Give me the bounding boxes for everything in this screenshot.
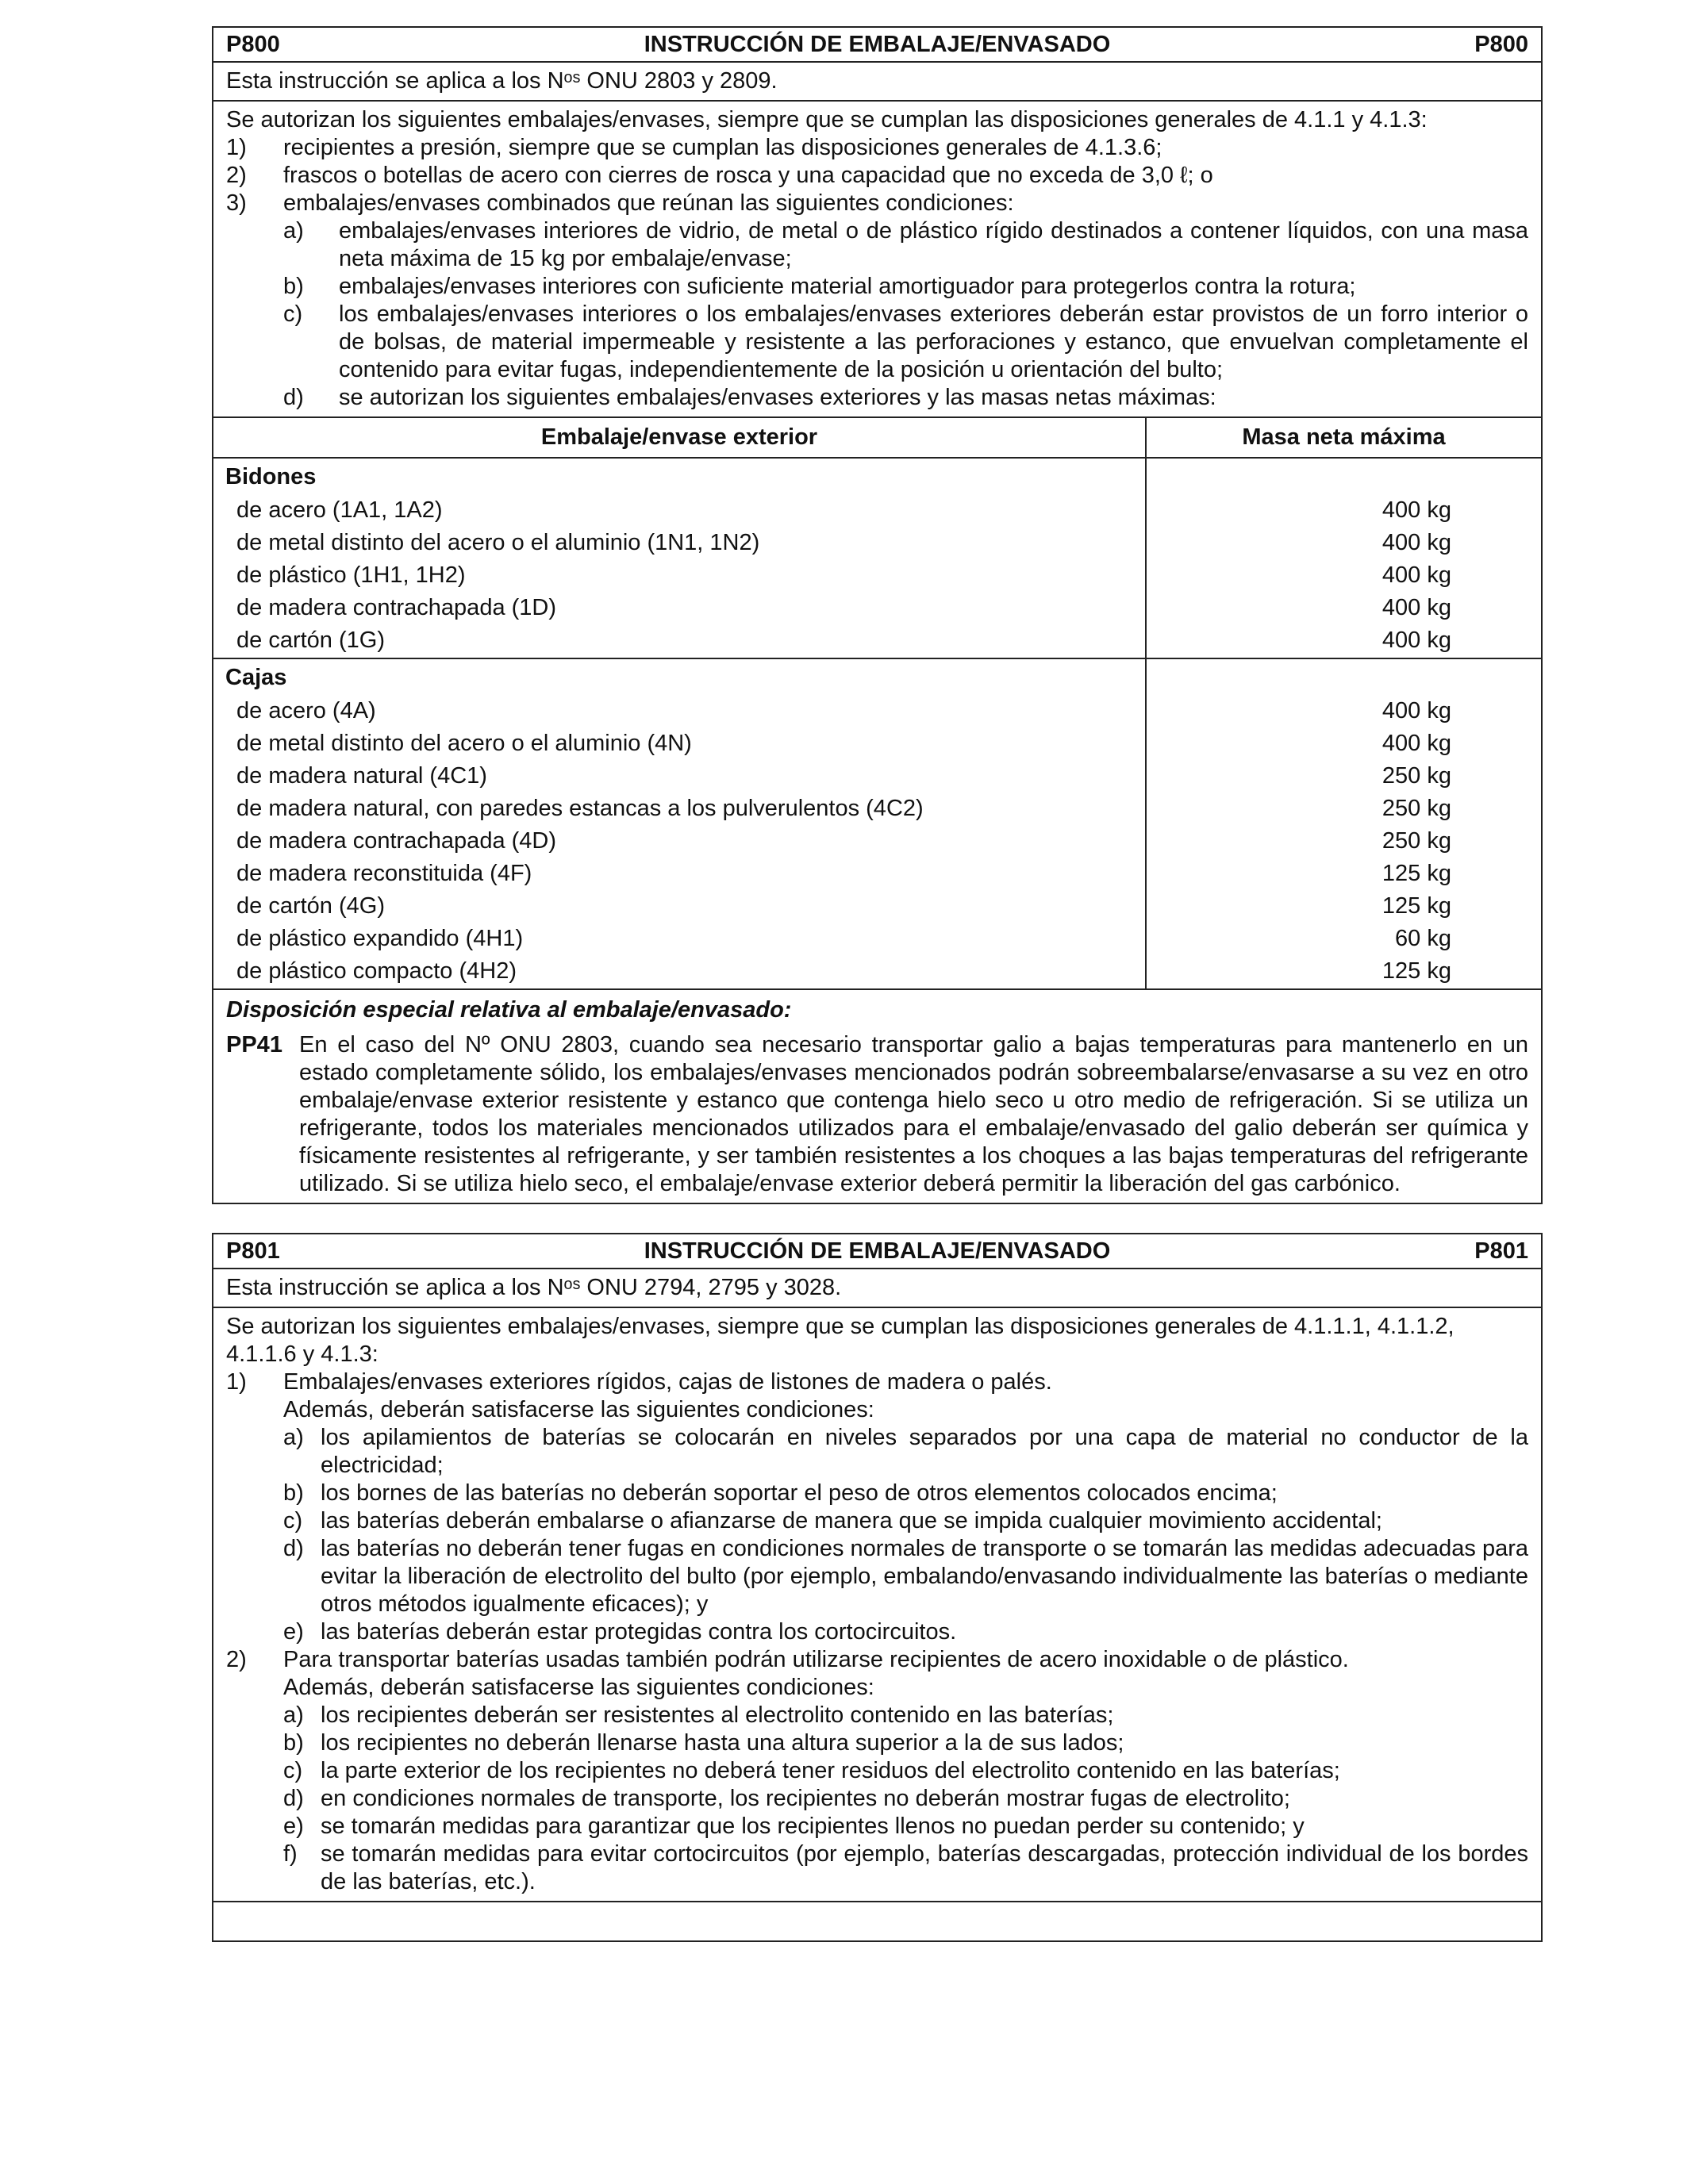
p801-instruction-box [212,1233,1543,1942]
p801-intro: Se autorizan los siguientes embalajes/envases, siempre que se cumplan las disposiciones generales de 4.1.1.1, 4.1.1.2, 4.1.1.6 y 4.1.3: [226,1314,1455,1367]
p800-header [213,28,1541,63]
table-cell-mass: 400 kg [1381,497,1451,523]
table-cell-label: de madera contrachapada (1D) [236,595,557,620]
group-title: Cajas [225,665,287,690]
list-item: 2) frascos o botellas de acero con cierres de rosca y una capacidad que no exceda de 3,0 ℓ; o [226,163,1213,188]
list-subitem: a) los recipientes deberán ser resistentes al electrolito contenido en las baterías; [283,1702,1114,1728]
table-cell-mass: 250 kg [1381,763,1451,789]
table-cell-label: de plástico (1H1, 1H2) [236,562,466,588]
packaging-table [213,418,1541,988]
special-provision-item [226,1031,1528,1198]
table-group-boxes [213,658,1541,988]
table-cell-mass: 400 kg [1381,731,1451,756]
p801-empty-row [213,1902,1541,1940]
list-subitem: a) embalajes/envases interiores de vidrio, de metal o de plástico rígido destinados a contener líquidos, con una masa neta máxima de 15 kg por embalaje/envase; [283,218,1528,271]
p800-intro: Se autorizan los siguientes embalajes/envases, siempre que se cumplan las disposiciones generales de 4.1.1 y 4.1.3: [226,107,1428,132]
list-subitem: d) se autorizan los siguientes embalajes/envases exteriores y las masas netas máximas: [283,385,1216,410]
table-cell-label: de plástico expandido (4H1) [236,926,524,951]
table-cell-mass: 125 kg [1381,861,1451,886]
p800-title: INSTRUCCIÓN DE EMBALAJE/ENVASADO [644,32,1111,57]
table-cell-label: de madera natural, con paredes estancas a los pulverulentos (4C2) [236,796,924,821]
table-cell-label: de acero (4A) [236,698,376,724]
table-cell-label: de plástico compacto (4H2) [236,958,517,984]
list-subitem: f) se tomarán medidas para evitar cortocircuitos (por ejemplo, baterías descargadas, protección individual de los bordes de las baterías, etc.). [283,1841,1528,1894]
list-item: 2) Para transportar baterías usadas también podrán utilizarse recipientes de acero inoxidable o de plástico. [226,1647,1349,1672]
table-cell-label: de metal distinto del acero o el aluminio (4N) [236,731,692,756]
p801-header [213,1234,1541,1269]
p800-code-right: P800 [1474,32,1528,57]
table-cell-mass: 125 kg [1381,958,1451,984]
list-item-continuation: Además, deberán satisfacerse las siguientes condiciones: [283,1397,874,1422]
list-item: 1) recipientes a presión, siempre que se cumplan las disposiciones generales de 4.1.3.6; [226,135,1162,160]
list-subitem: d) en condiciones normales de transporte, los recipientes no deberán mostrar fugas de electrolito; [283,1786,1290,1811]
p801-applies: Esta instrucción se aplica a los Nᵒˢ ONU 2794, 2795 y 3028. [213,1269,1541,1308]
p801-body [213,1308,1541,1902]
p800-body [213,102,1541,418]
table-group-drums [213,458,1541,658]
table-cell-label: de acero (1A1, 1A2) [236,497,443,523]
table-cell-label: de cartón (4G) [236,893,385,919]
list-subitem: a) los apilamientos de baterías se colocarán en niveles separados por una capa de material no conductor de la electricidad; [283,1425,1528,1478]
table-cell-mass: 400 kg [1381,530,1451,555]
list-subitem: c) la parte exterior de los recipientes no deberá tener residuos del electrolito contenido en las baterías; [283,1758,1340,1783]
list-subitem: b) embalajes/envases interiores con suficiente material amortiguador para protegerlos contra la rotura; [283,274,1356,299]
p801-code-right: P801 [1474,1238,1528,1264]
p800-instruction-box [212,26,1543,1204]
table-cell-mass: 400 kg [1381,595,1451,620]
list-subitem: b) los bornes de las baterías no deberán soportar el peso de otros elementos colocados encima; [283,1480,1278,1506]
table-header-mass: Masa neta máxima [1146,418,1541,458]
p800-code-left: P800 [226,32,280,57]
list-subitem: c) los embalajes/envases interiores o los embalajes/envases exteriores deberán estar provistos de un forro interior o de bolsas, de material impermeable y resistente a las perforaciones y estanco, que envuelvan completamente el contenido para evitar fugas, independientemente de la posición u orientación del bulto; [283,301,1528,382]
table-cell-mass: 60 kg [1395,926,1451,951]
list-subitem: c) las baterías deberán embalarse o afianzarse de manera que se impida cualquier movimiento accidental; [283,1508,1382,1533]
p801-title: INSTRUCCIÓN DE EMBALAJE/ENVASADO [644,1238,1111,1264]
table-cell-label: de madera reconstituida (4F) [236,861,532,886]
table-cell-label: de metal distinto del acero o el aluminio (1N1, 1N2) [236,530,760,555]
special-provision-code: PP41 [226,1032,282,1057]
table-header-packaging: Embalaje/envase exterior [213,418,1146,458]
list-subitem: b) los recipientes no deberán llenarse hasta una altura superior a la de sus lados; [283,1730,1124,1756]
table-cell-label: de madera natural (4C1) [236,763,487,789]
table-cell-mass: 400 kg [1381,698,1451,724]
list-item-continuation: Además, deberán satisfacerse las siguientes condiciones: [283,1675,874,1700]
table-cell-mass: 400 kg [1381,562,1451,588]
p800-applies: Esta instrucción se aplica a los Nᵒˢ ONU 2803 y 2809. [213,63,1541,102]
table-cell-mass: 250 kg [1381,796,1451,821]
page [212,26,1543,1942]
table-cell-mass: 250 kg [1381,828,1451,854]
list-item: 1) Embalajes/envases exteriores rígidos, cajas de listones de madera o palés. [226,1369,1052,1395]
p801-code-left: P801 [226,1238,280,1264]
group-title: Bidones [225,464,317,489]
list-item: 3) embalajes/envases combinados que reúnan las siguientes condiciones: [226,190,1014,216]
table-cell-mass: 125 kg [1381,893,1451,919]
list-subitem: e) las baterías deberán estar protegidas contra los cortocircuitos. [283,1619,957,1645]
table-cell-label: de madera contrachapada (4D) [236,828,557,854]
table-cell-label: de cartón (1G) [236,628,385,653]
special-provision-text: En el caso del Nº ONU 2803, cuando sea necesario transportar galio a bajas temperaturas para mantenerlo en un estado completamente sólido, los embalajes/envases mencionados podrán sobreembalarse/envasarse a su vez en otro embalaje/envase exterior resistente y estanco que contenga hielo seco u otro medio de refrigeración. Si se utiliza un refrigerante, todos los materiales mencionados utilizados para el embalaje/envasado del galio deberán ser química y físicamente resistentes al refrigerante, y ser también resistentes a los choques a las bajas temperaturas del refrigerante utilizado. Si se utiliza hielo seco, el embalaje/envase exterior deberá permitir la liberación del gas carbónico. [299,1032,1528,1196]
list-subitem: e) se tomarán medidas para garantizar que los recipientes llenos no puedan perder su contenido; y [283,1814,1305,1839]
table-cell-mass: 400 kg [1381,628,1451,653]
list-subitem: d) las baterías no deberán tener fugas en condiciones normales de transporte o se tomarán las medidas adecuadas para evitar la liberación de electrolito del bulto (por ejemplo, embalando/envasando individualmente las baterías o mediante otros métodos igualmente eficaces); y [283,1536,1528,1617]
p800-special-provision [213,990,1541,1203]
p800-packaging-table-wrap [213,418,1541,990]
special-provision-title: Disposición especial relativa al embalaje/envasado: [226,997,792,1023]
